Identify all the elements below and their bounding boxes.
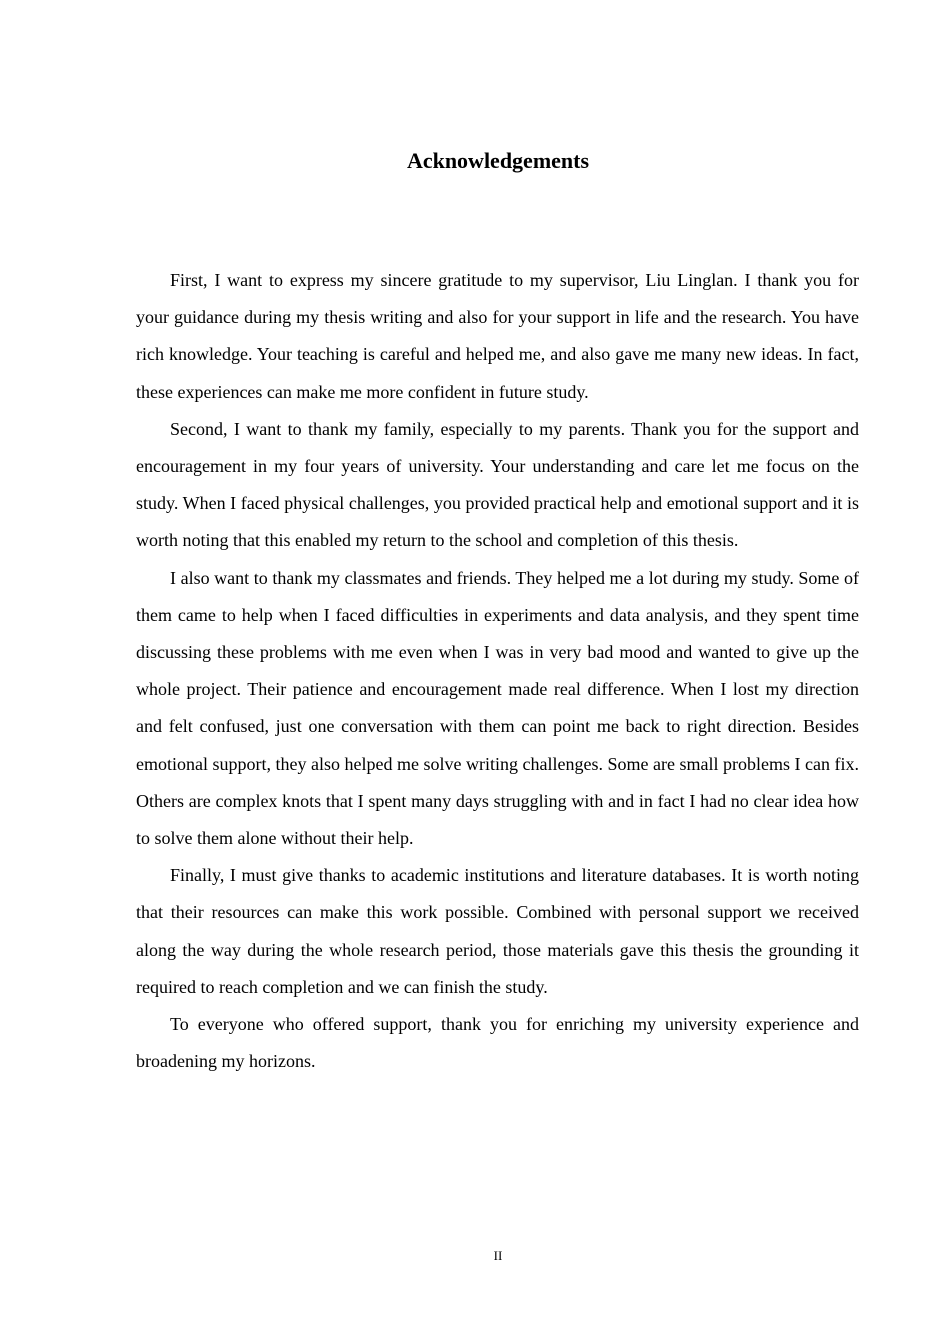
- paragraph-institutions: Finally, I must give thanks to academic institutions and literature databases. It is worth noting that their resources can make this work possible. Combined with personal support we received along the way during the whole research period, those materials gave this thesis the grounding it required to reach completion and we can finish the study.: [136, 865, 859, 997]
- paragraph-closing: To everyone who offered support, thank you for enriching my university experience and broadening my horizons.: [136, 1014, 859, 1072]
- paragraph-family: Second, I want to thank my family, especially to my parents. Thank you for the support and encouragement in my four years of university. Your understanding and care let me focus on the study. When I faced physical challenges, you provided practical help and emotional support and it is worth noting that this enabled my return to the school and completion of this thesis.: [136, 418, 859, 551]
- paragraph-supervisor: First, I want to express my sincere gratitude to my supervisor, Liu Linglan. I thank you for your guidance during my thesis writing and also for your support in life and the research. You have rich knowledge. Your teaching is careful and helped me, and also gave me many new ideas. In fact, these experiences can make me more confident in future study.: [136, 270, 859, 402]
- page-title: Acknowledgements: [406, 148, 590, 173]
- paragraph-classmates: I also want to thank my classmates and friends. They helped me a lot during my study. Some of them came to help when I faced difficulties in experiments and data analysis, and they spent time discussing these problems with me even when I was in very bad mood and wanted to give up the whole project. Their patience and encouragement made real difference. When I lost my direction and felt confused, just one conversation with them can point me back to right direction. Besides emotional support, they also helped me solve writing challenges. Some are small problems I can fix. Others are complex knots that I spent many days struggling with and in fact I had no clear idea how to solve them alone without their help.: [136, 567, 859, 849]
- body-text: [136, 262, 859, 1080]
- page-number: II: [493, 1248, 503, 1263]
